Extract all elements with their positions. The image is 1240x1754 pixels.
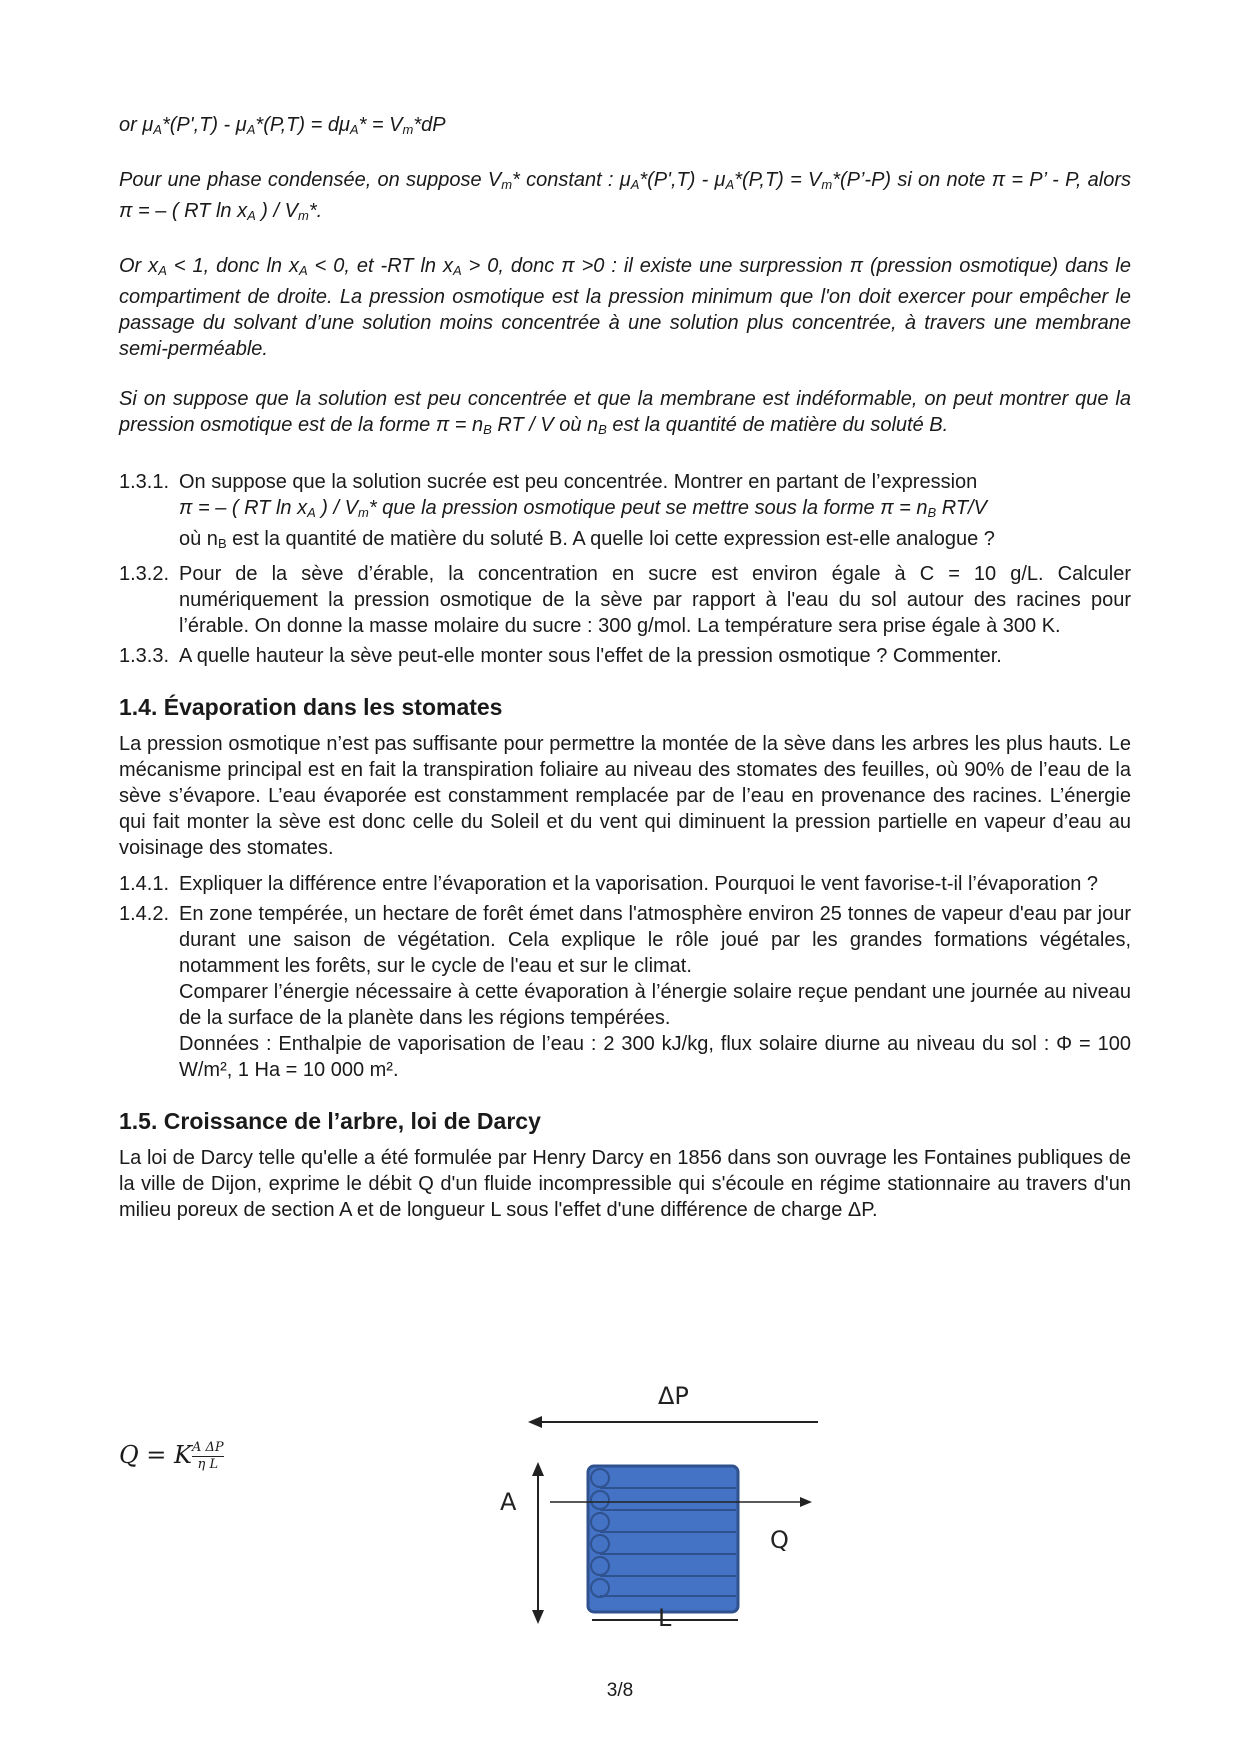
page-number: 3/8 bbox=[606, 1680, 634, 1701]
porous-medium bbox=[588, 1466, 738, 1612]
condensed-phase-paragraph: Pour une phase condensée, on suppose $V_m*$ constant : $\mu_A*(P',T) - \mu_A*(P,T)$ = $V_m*(P’-P)$ si on note π = P’ - P, alors π = – ( RT $\ln x_A$ ) / $V_m*$. bbox=[119, 169, 1132, 223]
section-1-5-paragraph: La loi de Darcy telle qu'elle a été formulée par Henry Darcy en 1856 dans son ouvrage les Fontaines publiques de la ville de Dijon, exprime le débit Q d'un fluide incompressible qui s'écoule en régime stationnaire au travers d'un milieu poreux de section A et de longueur L sous l'effet d'une différence de charge ΔP. bbox=[119, 1147, 1131, 1221]
question-1-3-1: 1.3.1. On suppose que la solution sucrée est peu concentrée. Montrer en partant de l’expression π = – ( RT $\ln x_A$ ) / $V_m*$ que la pression osmotique peut se mettre sous la forme $\pi = n_B$ RT/V où $n_B$ est la quantité de matière du soluté B. A quelle loi cette expression est-elle analogue ? bbox=[119, 471, 995, 551]
section-1-5-title: 1.5. Croissance de l’arbre, loi de Darcy bbox=[119, 1108, 541, 1134]
osmotic-equation-line: or $\mu_A*(P',T) - \mu_A*(P,T) = d\mu_A* = V_m*dP$ bbox=[119, 114, 446, 137]
surpression-paragraph: Or $x_A < 1$, donc $\ln x_A < 0$, et -RT $\ln x_A > 0$, donc π >0 : il existe une surpression π (pression osmotique) dans le compartiment de droite. La pression osmotique est la pression minimum que l'on doit exercer pour empêcher le passage du solvant d’une solution moins concentrée à une solution plus concentrée, à travers une membrane semi-perméable. bbox=[119, 255, 1131, 360]
question-1-3-2: 1.3.2. Pour de la sève d’érable, la concentration en sucre est environ égale à C = 10 g/L. Calculer numériquement la pression osmotique de la sève par rapport à l'eau du sol autour des racines pour l’érable. On donne la masse molaire du sucre : 300 g/mol. La température sera prise égale à 300 K. bbox=[119, 563, 1131, 637]
a-label: A bbox=[500, 1488, 517, 1516]
question-1-4-2: 1.4.2. En zone tempérée, un hectare de forêt émet dans l'atmosphère environ 25 tonnes de vapeur d'eau par jour durant une saison de végétation. Cela explique le rôle joué par les grandes formations végétales, notamment les forêts, sur le cycle de l'eau et sur le climat. Comparer l’énergie nécessaire à cette évaporation à l’énergie solaire reçue pendant une journée au niveau de la surface de la planète dans les régions tempérées. Données : Enthalpie de vaporisation de l’eau : 2 300 kJ/kg, flux solaire diurne au niveau du sol : Φ = 100 W/m², 1 Ha = 10 000 m². bbox=[119, 903, 1131, 1081]
l-label: L bbox=[658, 1604, 672, 1630]
question-1-3-3: 1.3.3. A quelle hauteur la sève peut-elle monter sous l'effet de la pression osmotique ? Commenter. bbox=[119, 645, 1002, 667]
section-1-4-paragraph: La pression osmotique n’est pas suffisante pour permettre la montée de la sève dans les arbres les plus hauts. Le mécanisme principal est en fait la transpiration foliaire au niveau des stomates des feuilles, où 90% de l’eau de la sève s’évapore. L’eau évaporée est constamment remplacée par de l’eau en provenance des racines. L’énergie qui fait monter la sève est donc celle du Soleil et du vent qui diminuent la pression partielle en vapeur d’eau au voisinage des stomates. bbox=[119, 733, 1131, 859]
delta-p-label: ΔP bbox=[658, 1382, 689, 1410]
darcy-diagram bbox=[500, 1370, 830, 1630]
q-label: Q bbox=[770, 1526, 789, 1554]
darcy-formula: Q = K $\frac{\text{A ΔP}}{\text{η L}}$ bbox=[119, 1440, 224, 1472]
document-page bbox=[119, 112, 1131, 1233]
section-1-4-title: 1.4. Évaporation dans les stomates bbox=[119, 694, 503, 720]
dilute-solution-paragraph: Si on suppose que la solution est peu concentrée et que la membrane est indéformable, on peut montrer que la pression osmotique est de la forme $\pi = n_B$ RT / V où $n_B$ est la quantité de matière du soluté B. bbox=[119, 388, 1131, 437]
question-1-4-1: 1.4.1. Expliquer la différence entre l’évaporation et la vaporisation. Pourquoi le vent favorise-t-il l’évaporation ? bbox=[119, 873, 1099, 895]
